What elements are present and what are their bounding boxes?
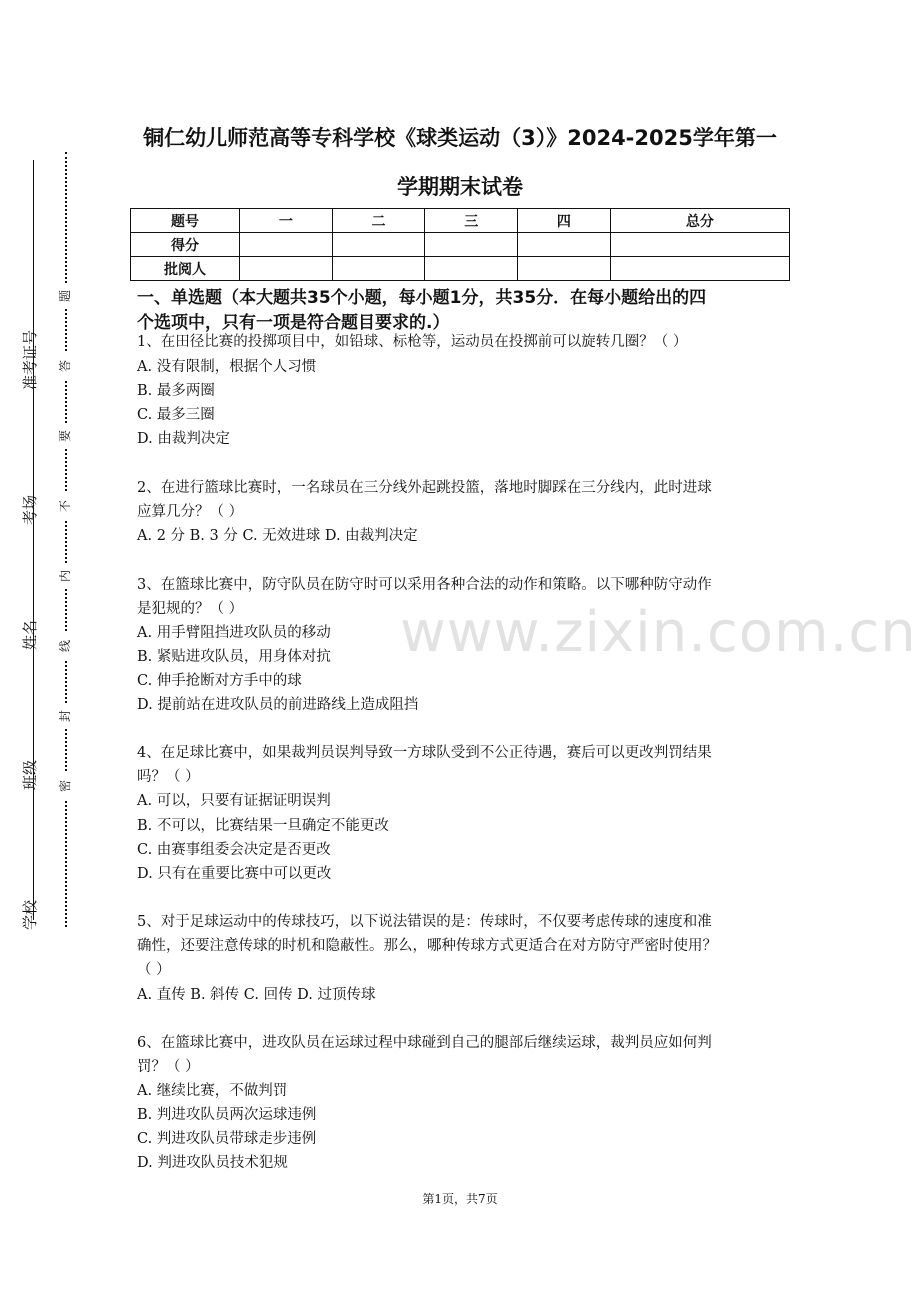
seal-char: 要 — [52, 423, 78, 449]
score-cell — [332, 233, 425, 257]
score-cell — [240, 257, 333, 281]
exam-title-line1: 铜仁幼儿师范高等专科学校《球类运动（3）》2024-2025学年第一 — [143, 126, 777, 150]
question-3-option-b: B. 紧贴进攻队员，用身体对抗 — [137, 649, 331, 665]
seal-char: 题 — [52, 283, 78, 309]
question-6-option-c: C. 判进攻队员带球走步违例 — [137, 1131, 317, 1147]
question-5-stem: 确性，还要注意传球的时机和隐蔽性。那么，哪种传球方式更适合在对方防守严密时使用？ — [137, 938, 717, 954]
question-2-options: A. 2 分 B. 3 分 C. 无效进球 D. 由裁判决定 — [137, 528, 418, 544]
question-5-stem: 5、对于足球运动中的传球技巧，以下说法错误的是：传球时，不仅要考虑传球的速度和准 — [137, 914, 712, 930]
question-1-option-d: D. 由裁判决定 — [137, 431, 230, 447]
seal-char: 不 — [52, 493, 78, 519]
score-row-label: 得分 — [131, 233, 240, 257]
question-1-stem: 1、在田径比赛的投掷项目中，如铅球、标枪等，运动员在投掷前可以旋转几圈？（ ） — [137, 334, 688, 350]
question-2-stem: 2、在进行篮球比赛时，一名球员在三分线外起跳投篮，落地时脚踩在三分线内，此时进球 — [137, 480, 712, 496]
score-table-row — [131, 233, 790, 257]
question-4-option-c: C. 由赛事组委会决定是否更改 — [137, 842, 331, 858]
question-3-option-a: A. 用手臂阻挡进攻队员的移动 — [137, 625, 331, 641]
question-4-option-b: B. 不可以，比赛结果一旦确定不能更改 — [137, 818, 389, 834]
question-4-option-a: A. 可以，只要有证据证明误判 — [137, 793, 331, 809]
question-1-option-b: B. 最多两圈 — [137, 383, 215, 399]
score-table-row — [131, 257, 790, 281]
question-2-stem: 应算几分？（ ） — [137, 504, 244, 520]
question-3-stem: 3、在篮球比赛中，防守队员在防守时可以采用各种合法的动作和策略。以下哪种防守动作 — [137, 577, 712, 593]
score-table-header-row — [131, 209, 790, 233]
score-cell — [610, 233, 789, 257]
question-3-option-c: C. 伸手抢断对方手中的球 — [137, 673, 302, 689]
section-heading-line: 一、单选题（本大题共35个小题，每小题1分，共35分．在每小题给出的四 — [137, 288, 707, 308]
score-cell — [518, 233, 611, 257]
score-header-cell: 三 — [425, 209, 518, 233]
score-header-cell: 一 — [240, 209, 333, 233]
binding-dotted-line — [65, 152, 67, 927]
score-cell — [518, 257, 611, 281]
seal-char: 线 — [52, 633, 78, 659]
question-4-option-d: D. 只有在重要比赛中可以更改 — [137, 866, 332, 882]
question-4-stem: 4、在足球比赛中，如果裁判员误判导致一方球队受到不公正待遇，赛后可以更改判罚结果 — [137, 745, 712, 761]
score-cell — [425, 233, 518, 257]
score-cell — [425, 257, 518, 281]
question-1-option-a: A. 没有限制，根据个人习惯 — [137, 359, 317, 375]
exam-title-line2: 学期期末试卷 — [397, 175, 523, 199]
score-header-cell: 二 — [332, 209, 425, 233]
score-header-cell: 题号 — [131, 209, 240, 233]
question-5-options: A. 直传 B. 斜传 C. 回传 D. 过顶传球 — [137, 987, 376, 1003]
question-6-option-a: A. 继续比赛，不做判罚 — [137, 1083, 288, 1099]
binding-label-exam-room: 考场 — [21, 495, 39, 526]
page-number-footer: 第1页，共7页 — [422, 1192, 498, 1206]
seal-char: 答 — [52, 353, 78, 379]
question-1-option-c: C. 最多三圈 — [137, 407, 215, 423]
score-row-label: 批阅人 — [131, 257, 240, 281]
section-heading — [137, 286, 787, 336]
question-6-option-b: B. 判进攻队员两次运球违例 — [137, 1107, 317, 1123]
score-cell — [332, 257, 425, 281]
question-3-stem: 是犯规的？（ ） — [137, 601, 244, 617]
binding-solid-line — [33, 160, 34, 920]
score-header-cell: 总分 — [610, 209, 789, 233]
binding-label-exam-id: 准考证号 — [21, 330, 39, 391]
binding-label-class: 班级 — [21, 760, 39, 791]
watermark-text: www.zixin.com.cn — [400, 600, 917, 665]
binding-label-school: 学校 — [21, 900, 39, 931]
question-6-stem: 罚？（ ） — [137, 1059, 200, 1075]
question-6-stem: 6、在篮球比赛中，进攻队员在运球过程中球碰到自己的腿部后继续运球，裁判员应如何判 — [137, 1035, 712, 1051]
seal-char: 内 — [52, 563, 78, 589]
question-5-stem: （ ） — [137, 962, 171, 978]
section-heading-line: 个选项中，只有一项是符合题目要求的.） — [137, 313, 450, 333]
score-cell — [240, 233, 333, 257]
binding-label-name: 姓名 — [21, 620, 39, 651]
score-table — [130, 208, 790, 281]
question-6-option-d: D. 判进攻队员技术犯规 — [137, 1155, 288, 1171]
seal-char: 封 — [52, 703, 78, 729]
score-header-cell: 四 — [518, 209, 611, 233]
question-3-option-d: D. 提前站在进攻队员的前进路线上造成阻挡 — [137, 697, 419, 713]
score-cell — [610, 257, 789, 281]
question-4-stem: 吗？（ ） — [137, 769, 200, 785]
binding-margin — [0, 0, 90, 1302]
seal-char: 密 — [52, 773, 78, 799]
